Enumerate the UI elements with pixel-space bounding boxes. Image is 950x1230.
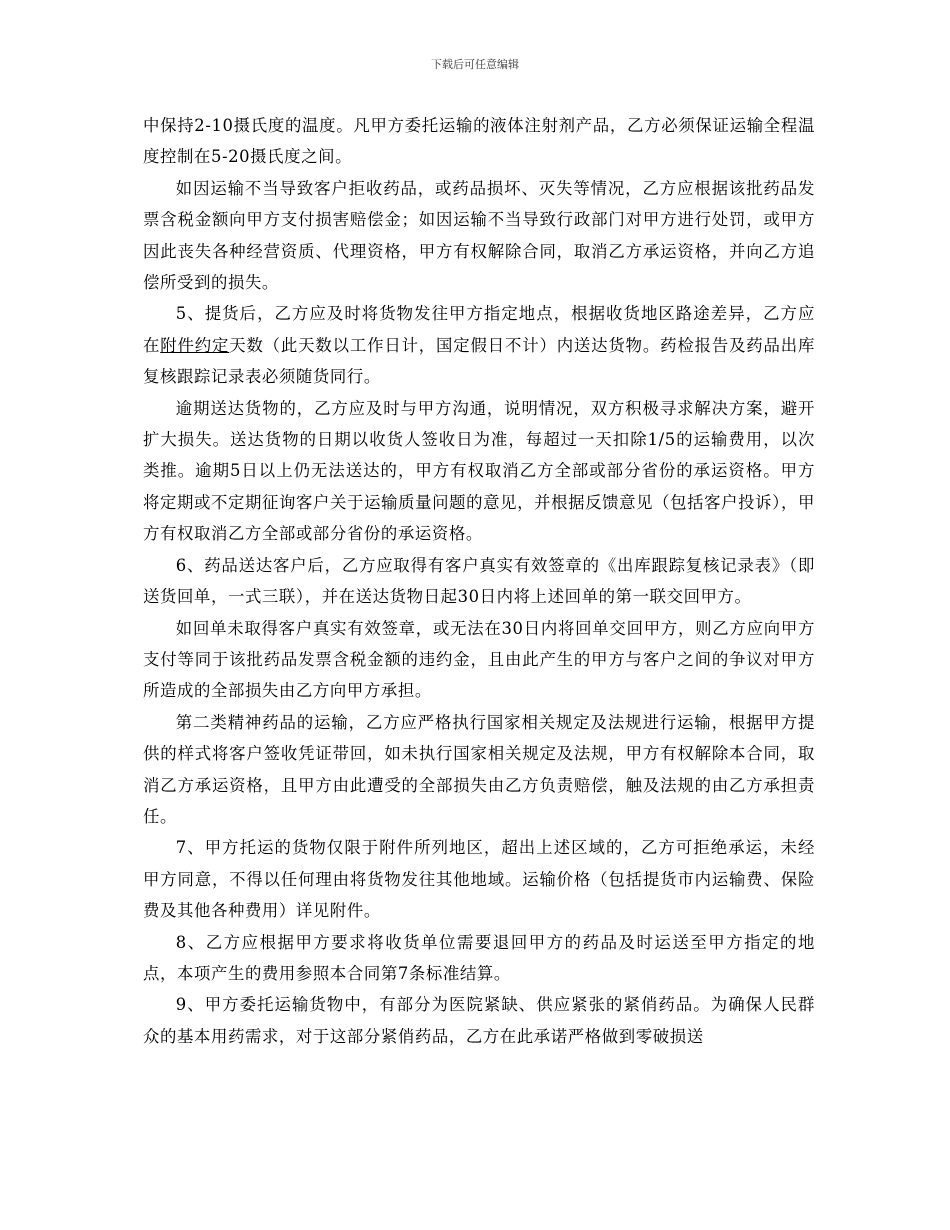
clause-5-underlined-text: 附件约定 — [160, 335, 230, 355]
paragraph-rejection-liability: 如因运输不当导致客户拒收药品，或药品损坏、灭失等情况，乙方应根据该批药品发票含税金额向甲方支付损害赔偿金；如因运输不当导致行政部门对甲方进行处罚，或甲方因此丧失各种经营资质、代理资格，甲方有权解除合同，取消乙方承运资格，并向乙方追偿所受到的损失。 — [143, 178, 815, 293]
paragraph-temperature: 中保持2-10摄氏度的温度。凡甲方委托运输的液体注射剂产品，乙方必须保证运输全程温度控制在5-20摄氏度之间。 — [143, 116, 815, 167]
paragraph-clause-6: 6、药品送达客户后，乙方应取得有客户真实有效签章的《出库跟踪复核记录表》（即送货回单，一式三联），并在送达货物日起30日内将上述回单的第一联交回甲方。 — [143, 555, 815, 607]
clause-5-text-after: 天数（此天数以工作日计，国定假日不计）内送达货物。药检报告及药品出库复核跟踪记录表必须随货同行。 — [143, 335, 815, 387]
paragraph-receipt-penalty: 如回单未取得客户真实有效签章，或无法在30日内将回单交回甲方，则乙方应向甲方支付等同于该批药品发票含税金额的违约金，且由此产生的甲方与客户之间的争议对甲方所造成的全部损失由乙方向甲方承担。 — [143, 618, 815, 701]
paragraph-overdue-delivery: 逾期送达货物的，乙方应及时与甲方沟通，说明情况，双方积极寻求解决方案，避开扩大损失。送达货物的日期以收货人签收日为准，每超过一天扣除1/5的运输费用，以次类推。逾期5日以上仍无法送达的，甲方有权取消乙方全部或部分省份的承运资格。甲方将定期或不定期征询客户关于运输质量问题的意见，并根据反馈意见（包括客户投诉），甲方有权取消乙方全部或部分省份的承运资格。 — [143, 398, 815, 544]
paragraph-clause-5 — [143, 298, 815, 392]
clause-5-text-before: 5、提货后，乙方应及时将货物发往甲方指定地点，根据收货地区路途差异，乙方应在 — [143, 304, 815, 355]
paragraph-clause-9: 9、甲方委托运输货物中，有部分为医院紧缺、供应紧张的紧俏药品。为确保人民群众的基本用药需求，对于这部分紧俏药品，乙方在此承诺严格做到零破损送 — [143, 995, 815, 1046]
paragraph-clause-8: 8、乙方应根据甲方要求将收货单位需要退回甲方的药品及时运送至甲方指定的地点，本项产生的费用参照本合同第7条标准结算。 — [143, 932, 815, 983]
document-body — [143, 110, 815, 1052]
page-header: 下载后可任意编辑 — [431, 58, 519, 71]
paragraph-clause-7: 7、甲方托运的货物仅限于附件所列地区，超出上述区域的，乙方可拒绝承运，未经甲方同意，不得以任何理由将货物发往其他地域。运输价格（包括提货市内运输费、保险费及其他各种费用）详见附件。 — [143, 838, 815, 921]
paragraph-psychotropic-drugs: 第二类精神药品的运输，乙方应严格执行国家相关规定及法规进行运输，根据甲方提供的样式将客户签收凭证带回，如未执行国家相关规定及法规，甲方有权解除本合同，取消乙方承运资格，且甲方由此遭受的全部损失由乙方负责赔偿，触及法规的由乙方承担责任。 — [143, 712, 815, 826]
